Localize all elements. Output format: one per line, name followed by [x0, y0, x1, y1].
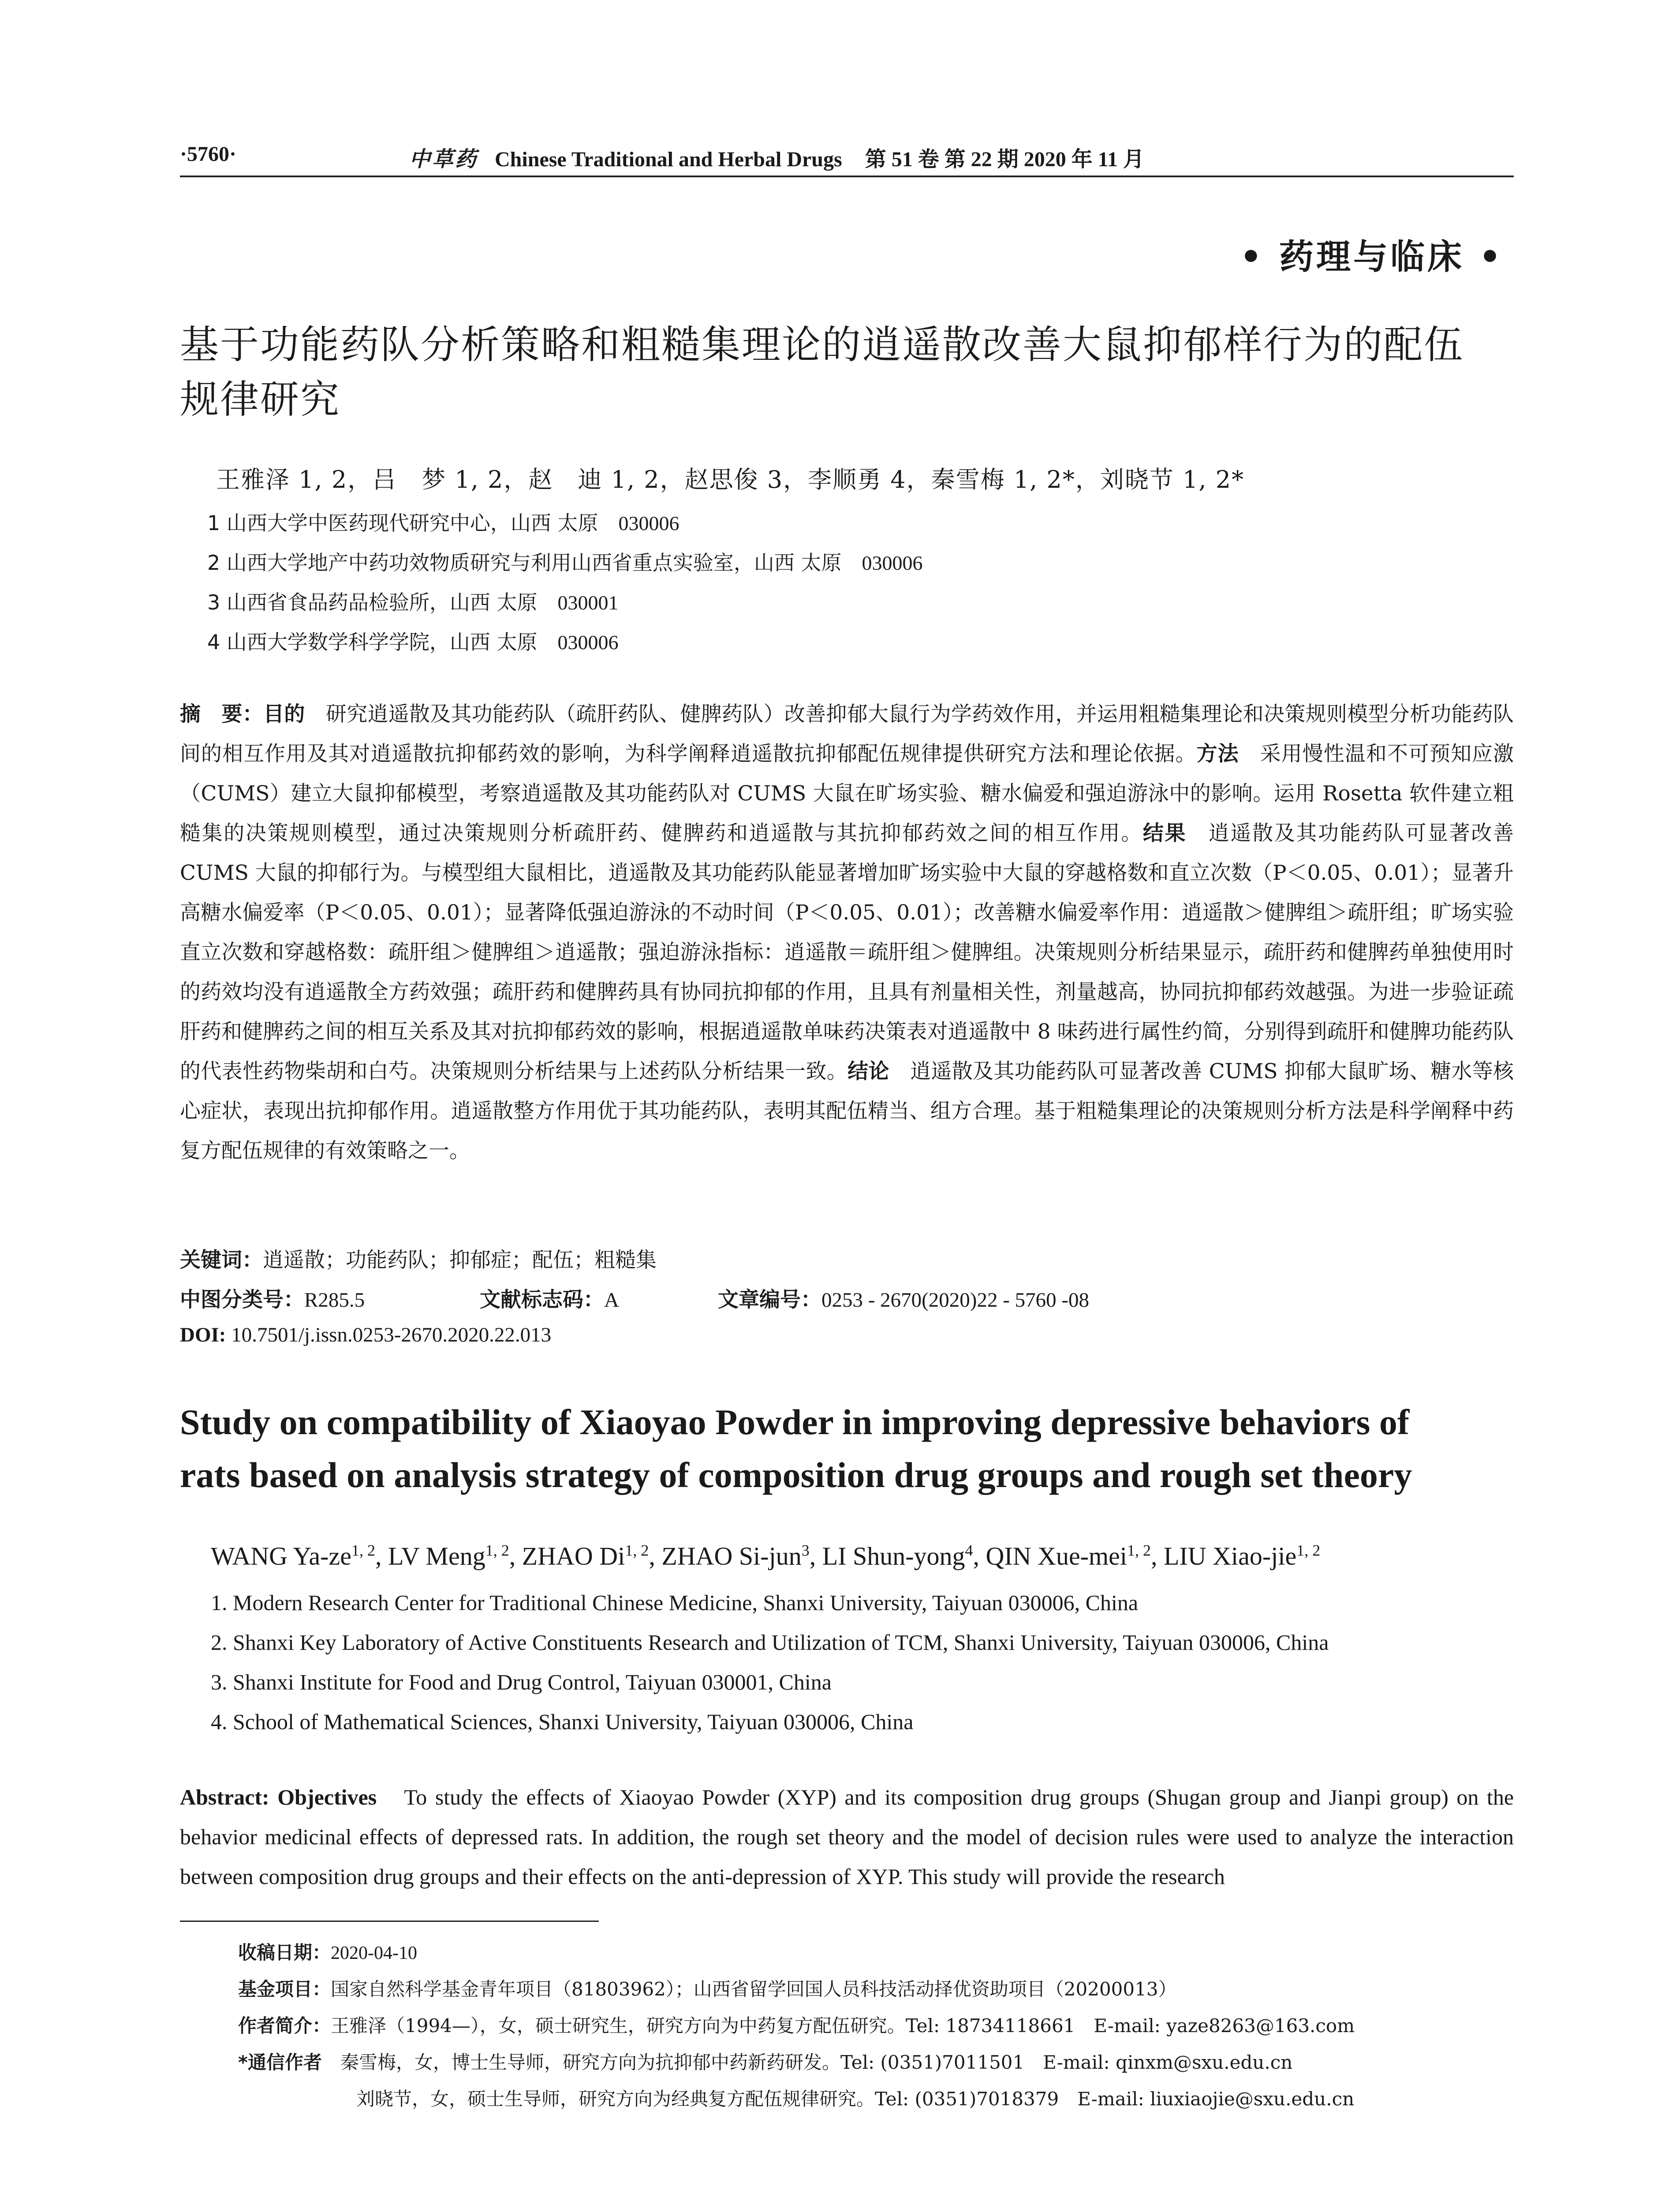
keywords-label: 关键词： — [180, 1248, 263, 1272]
author-en: WANG Ya-ze$^{1, 2}$, — [211, 1542, 388, 1571]
footnote-received: 收稿日期：2020-04-10 — [238, 1942, 417, 1963]
authors-cn: 王雅泽 1, 2，吕 梦 1, 2，赵 迪 1, 2，赵思俊 3，李顺勇 4，秦雪梅 1, 2*，刘晓节 1, 2* — [216, 466, 1245, 493]
affiliation-cn: 2 山西大学地产中药功效物质研究与利用山西省重点实验室，山西 太原 030006 — [207, 551, 923, 575]
footnote-corresponding-2: 刘晓节，女，硕士生导师，研究方向为经典复方配伍规律研究。Tel: (0351)7018379 E-mail: liuxiaojie@sxu.edu.cn — [356, 2088, 1355, 2110]
doi-link[interactable]: 10.7501/j.issn.0253-2670.2020.22.013 — [231, 1323, 552, 1346]
doi-label: DOI: — [180, 1323, 226, 1346]
classification-line — [180, 1283, 1089, 1313]
affiliation-cn: 3 山西省食品药品检验所，山西 太原 030001 — [207, 590, 619, 614]
conclusion-text: 逍遥散及其功能药队可显著改善 CUMS 抑郁大鼠旷场、糖水等核心症状，表现出抗抑郁作用。逍遥散整方作用优于其功能药队，表明其配伍精当、组方合理。基于粗糙集理论的决策规则分析方法是科学阐释中药复方配伍规律的有效策略之一。 — [180, 1059, 1514, 1163]
abstract-en-text: To study the effects of Xiaoyao Powder (XYP) and its composition drug groups (Shugan group and Jianpi group) on the behavior medicinal effects of depressed rats. In addition, the rough set theory and the model of decision rules were used to analyze the interaction between composition drug groups and their effects on the anti-depression of XYP. This study will provide the research — [180, 1785, 1514, 1889]
affiliation-cn: 4 山西大学数学科学学院，山西 太原 030006 — [207, 630, 619, 654]
footnote-fund: 基金项目：国家自然科学基金青年项目（81803962）；山西省留学回国人员科技活动择优资助项目（20200013） — [238, 1978, 1177, 2000]
doi-line — [180, 1323, 551, 1347]
journal-name-en: Chinese Traditional and Herbal Drugs — [495, 148, 842, 171]
header-rule — [180, 176, 1514, 177]
author-en: ZHAO Si-jun$^3$, — [661, 1542, 822, 1571]
running-header — [180, 142, 1514, 177]
title-cn-line: 基于功能药队分析策略和粗糙集理论的逍遥散改善大鼠抑郁样行为的配伍 — [180, 322, 1464, 367]
journal-name — [409, 142, 1144, 172]
result-label: 结果 — [1142, 821, 1187, 845]
footnote-corresponding: *通信作者 秦雪梅，女，博士生导师，研究方向为抗抑郁中药新药研发。Tel: (0351)7011501 E-mail: qinxm@sxu.edu.cn — [238, 2052, 1293, 2073]
page-number: ·5760· — [180, 142, 237, 166]
article-number-label: 文章编号： — [718, 1288, 821, 1312]
keywords — [180, 1244, 657, 1273]
method-label: 方法 — [1196, 742, 1239, 766]
doc-code-label: 文献标志码： — [480, 1288, 604, 1312]
author-en: LI Shun-yong$^4$, — [822, 1542, 986, 1571]
method-text: 采用慢性温和不可预知应激（CUMS）建立大鼠抑郁模型，考察逍遥散及其功能药队对 CUMS 大鼠在旷场实验、糖水偏爱和强迫游泳中的影响。运用 Rosetta 软件建立粗糙集的决策规则模型，通过决策规则分析疏肝药、健脾药和逍遥散与其抗抑郁药效之间的相互作用。 — [180, 742, 1514, 845]
section-tag: • 药理与临床 • — [1239, 237, 1504, 277]
affiliation-cn: 1 山西大学中医药现代研究中心，山西 太原 030006 — [207, 511, 679, 535]
abstract-cn — [180, 695, 1514, 1171]
journal-name-cn: 中草药 — [409, 147, 478, 172]
title-en — [180, 1396, 1514, 1502]
journal-issue: 第 51 卷 第 22 期 2020 年 11 月 — [865, 148, 1145, 171]
affiliation-en: 2. Shanxi Key Laboratory of Active Constituents Research and Utilization of TCM, Shanxi University, Taiyuan 030006, China — [211, 1630, 1329, 1655]
objective-label: 目的 — [263, 702, 305, 726]
authors-en — [211, 1541, 1320, 1571]
affiliation-en: 3. Shanxi Institute for Food and Drug Control, Taiyuan 030001, China — [211, 1670, 832, 1694]
clc-value: R285.5 — [304, 1289, 365, 1312]
title-cn — [180, 318, 1514, 427]
footnote-rule — [180, 1921, 599, 1922]
abstract-en-label: Abstract: Objectives — [180, 1785, 377, 1809]
article-number-value: 0253 - 2670(2020)22 - 5760 -08 — [821, 1289, 1090, 1312]
affiliation-en: 4. School of Mathematical Sciences, Shanxi University, Taiyuan 030006, China — [211, 1709, 914, 1734]
author-en: ZHAO Di$^{1, 2}$, — [522, 1542, 662, 1571]
title-en-line: rats based on analysis strategy of composition drug groups and rough set theory — [180, 1455, 1412, 1495]
clc-label: 中图分类号： — [180, 1288, 304, 1312]
author-en: QIN Xue-mei$^{1, 2}$, — [986, 1542, 1164, 1571]
author-en: LIU Xiao-jie$^{1, 2}$ — [1164, 1542, 1321, 1571]
abstract-en — [180, 1777, 1514, 1896]
affiliation-en: 1. Modern Research Center for Traditional Chinese Medicine, Shanxi University, Taiyuan 030006, China — [211, 1590, 1139, 1615]
abstract-label: 摘 要： — [180, 702, 264, 726]
conclusion-label: 结论 — [847, 1059, 889, 1084]
objective-text: 研究逍遥散及其功能药队（疏肝药队、健脾药队）改善抑郁大鼠行为学药效作用，并运用粗糙集理论和决策规则模型分析功能药队间的相互作用及其对逍遥散抗抑郁药效的影响，为科学阐释逍遥散抗抑郁配伍规律提供研究方法和理论依据。 — [180, 702, 1514, 766]
doc-code-value: A — [604, 1289, 619, 1312]
result-text: 逍遥散及其功能药队可显著改善 CUMS 大鼠的抑郁行为。与模型组大鼠相比，逍遥散及其功能药队能显著增加旷场实验中大鼠的穿越格数和直立次数（P＜0.05、0.01）；显著升高糖水偏爱率（P＜0.05、0.01）；显著降低强迫游泳的不动时间（P＜0.05、0.01）；改善糖水偏爱率作用：逍遥散＞健脾组＞疏肝组；旷场实验直立次数和穿越格数：疏肝组＞健脾组＞逍遥散；强迫游泳指标：逍遥散＝疏肝组＞健脾组。决策规则分析结果显示，疏肝药和健脾药单独使用时的药效均没有逍遥散全方药效强；疏肝药和健脾药具有协同抗抑郁的作用，且具有剂量相关性，剂量越高，协同抗抑郁药效越强。为进一步验证疏肝药和健脾药之间的相互关系及其对抗抑郁药效的影响，根据逍遥散单味药决策表对逍遥散中 8 味药进行属性约简，分别得到疏肝和健脾功能药队的代表性药物柴胡和白芍。决策规则分析结果与上述药队分析结果一致。 — [180, 821, 1514, 1084]
title-cn-line: 规律研究 — [180, 377, 341, 422]
keywords-text: 逍遥散；功能药队；抑郁症；配伍；粗糙集 — [263, 1248, 657, 1272]
author-en: LV Meng$^{1, 2}$, — [388, 1542, 522, 1571]
footnote-author-bio: 作者简介：王雅泽（1994—），女，硕士研究生，研究方向为中药复方配伍研究。Tel: 18734118661 E-mail: yaze8263@163.com — [238, 2015, 1355, 2037]
title-en-line: Study on compatibility of Xiaoyao Powder in improving depressive behaviors of — [180, 1402, 1410, 1442]
